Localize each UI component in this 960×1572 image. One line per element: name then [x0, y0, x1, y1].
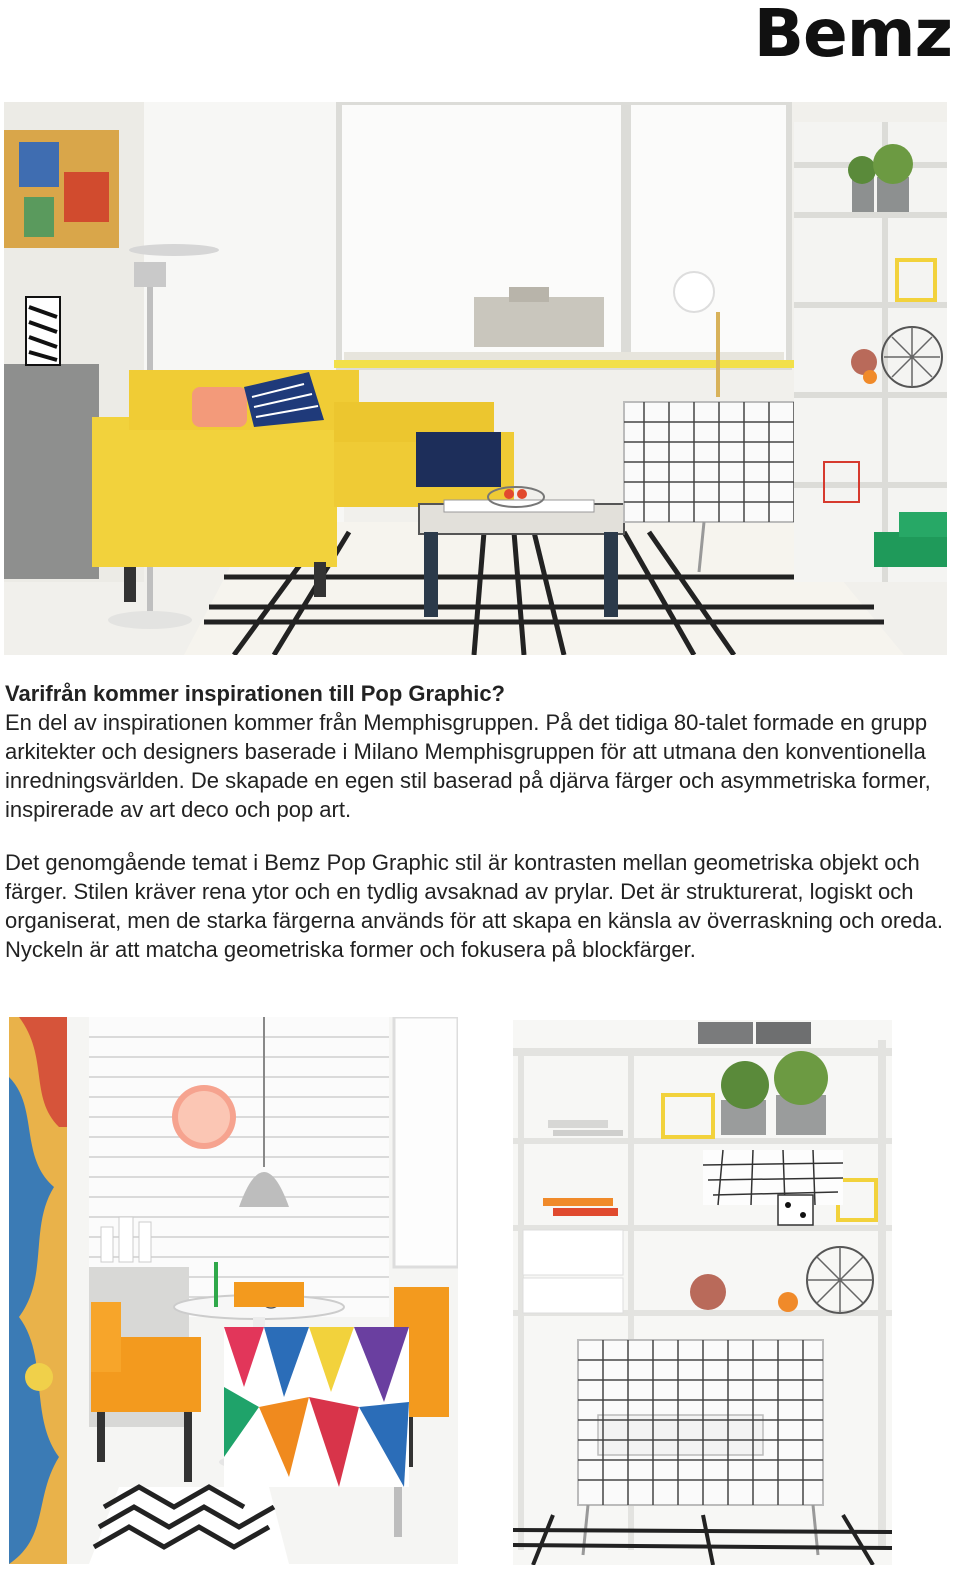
theme-paragraph: Det genomgående temat i Bemz Pop Graphic stil är kontrasten mellan geometriska objekt och färger. Stilen kräver rena ytor och en tydlig avsaknad av prylar. Det är strukturerat, logiskt och organiserat, men de starka färgerna används för att skapa en känsla av överraskning och oreda. Nyckeln är att matcha geometriska former och fokusera på blockfärger.	[5, 850, 943, 962]
shelving-armchair-photo	[513, 1020, 892, 1565]
intro-text-block	[5, 679, 955, 824]
intro-paragraph: En del av inspirationen kommer från Memphisgruppen. På det tidiga 80-talet formade en grupp arkitekter och designers baserade i Milano Memphisgruppen för att utmana den konventionella inredningsvärlden. De skapade en egen stil baserad på djärva färger och asymmetriska former, inspirerade av art deco och pop art.	[5, 710, 931, 822]
article-heading: Varifrån kommer inspirationen till Pop Graphic?	[5, 681, 505, 706]
hero-living-room-photo	[4, 102, 947, 655]
dining-corner-photo	[9, 1017, 458, 1564]
bemz-logo: Bemz	[753, 0, 952, 72]
